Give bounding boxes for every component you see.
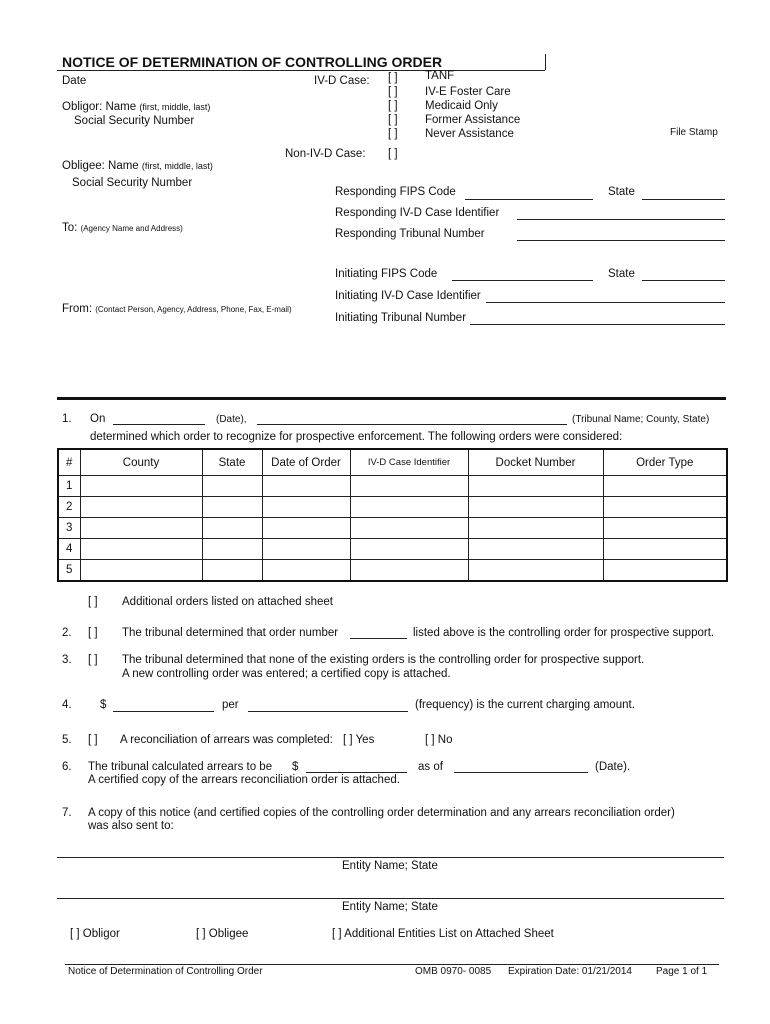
- ivd-foster-label: IV-E Foster Care: [425, 86, 511, 98]
- item3-checkbox[interactable]: [ ]: [88, 654, 98, 666]
- footer-page: Page 1 of 1: [656, 966, 708, 977]
- initiating-tribunal-field[interactable]: [470, 324, 725, 325]
- item2-text-b: listed above is the controlling order for prospective support.: [413, 627, 715, 639]
- from-label-group: [62, 303, 292, 315]
- row-number: 2: [58, 497, 80, 518]
- item6-arrears-field[interactable]: [306, 772, 407, 773]
- cell-case-id[interactable]: [350, 560, 468, 582]
- cell-date[interactable]: [262, 497, 350, 518]
- col-header-date: Date of Order: [262, 449, 350, 476]
- cell-county[interactable]: [80, 518, 202, 539]
- cell-date[interactable]: [262, 560, 350, 582]
- date-label: Date: [62, 75, 87, 87]
- item2-number: 2.: [62, 627, 72, 639]
- obligor-ssn-label: Social Security Number: [74, 115, 195, 127]
- ivd-medicaid-label: Medicaid Only: [425, 100, 498, 112]
- table-row: [58, 518, 727, 539]
- entity-1-field[interactable]: [57, 857, 724, 858]
- obligee-name-label: [62, 160, 213, 172]
- cell-docket[interactable]: [468, 560, 603, 582]
- item2-text-a: The tribunal determined that order number: [122, 627, 339, 639]
- item4-per-label: per: [222, 699, 239, 711]
- orders-table: [57, 448, 728, 582]
- to-label-group: [62, 222, 183, 234]
- item6-date-field[interactable]: [454, 772, 588, 773]
- ivd-tanf-checkbox[interactable]: [ ]: [388, 72, 398, 84]
- cell-state[interactable]: [202, 497, 262, 518]
- initiating-fips-label: Initiating FIPS Code: [335, 268, 438, 280]
- ivd-foster-checkbox[interactable]: [ ]: [388, 86, 398, 98]
- ivd-former-label: Former Assistance: [425, 114, 521, 126]
- row-number: 3: [58, 518, 80, 539]
- cell-case-id[interactable]: [350, 518, 468, 539]
- responding-state-label: State: [608, 186, 635, 198]
- item7-number: 7.: [62, 807, 72, 819]
- additional-orders-checkbox[interactable]: [ ]: [88, 596, 98, 608]
- cell-type[interactable]: [603, 518, 727, 539]
- item1-tribunal-field[interactable]: [257, 424, 567, 425]
- cell-case-id[interactable]: [350, 497, 468, 518]
- obligee-checkbox[interactable]: [ ] Obligee: [196, 928, 249, 940]
- table-row: [58, 560, 727, 582]
- responding-fips-field[interactable]: [465, 199, 593, 200]
- title-underline: [57, 70, 545, 71]
- item1-date-field[interactable]: [113, 424, 205, 425]
- item1-number: 1.: [62, 413, 72, 425]
- cell-date[interactable]: [262, 476, 350, 497]
- initiating-fips-field[interactable]: [452, 280, 593, 281]
- cell-county[interactable]: [80, 476, 202, 497]
- cell-docket[interactable]: [468, 539, 603, 560]
- responding-case-id-label: Responding IV-D Case Identifier: [335, 207, 500, 219]
- cell-county[interactable]: [80, 539, 202, 560]
- cell-docket[interactable]: [468, 497, 603, 518]
- footer-form-name: Notice of Determination of Controlling Order: [68, 966, 263, 977]
- item6-date-label: (Date).: [595, 761, 631, 773]
- item4-frequency-field[interactable]: [248, 711, 408, 712]
- cell-state[interactable]: [202, 518, 262, 539]
- cell-type[interactable]: [603, 497, 727, 518]
- item5-number: 5.: [62, 734, 72, 746]
- item5-checkbox[interactable]: [ ]: [88, 734, 98, 746]
- item6-text-b: A certified copy of the arrears reconciliation order is attached.: [88, 774, 400, 786]
- ivd-never-checkbox[interactable]: [ ]: [388, 128, 398, 140]
- file-stamp-label: File Stamp: [670, 127, 718, 138]
- additional-entities-checkbox[interactable]: [ ] Additional Entities List on Attached Sheet: [332, 928, 554, 940]
- item4-text: (frequency) is the current charging amount.: [415, 699, 635, 711]
- ivd-medicaid-checkbox[interactable]: [ ]: [388, 100, 398, 112]
- responding-case-id-field[interactable]: [517, 219, 725, 220]
- item5-yes-option[interactable]: [ ] Yes: [343, 734, 375, 746]
- cell-type[interactable]: [603, 476, 727, 497]
- responding-state-field[interactable]: [642, 199, 725, 200]
- initiating-tribunal-label: Initiating Tribunal Number: [335, 312, 467, 324]
- obligor-checkbox[interactable]: [ ] Obligor: [70, 928, 120, 940]
- footer-expiration: Expiration Date: 01/21/2014: [508, 966, 632, 977]
- col-header-type: Order Type: [603, 449, 727, 476]
- cell-state[interactable]: [202, 476, 262, 497]
- cell-state[interactable]: [202, 560, 262, 582]
- table-row: [58, 539, 727, 560]
- cell-county[interactable]: [80, 497, 202, 518]
- entity-2-label: Entity Name; State: [342, 901, 438, 913]
- item1-date-label: (Date),: [216, 414, 247, 425]
- item3-number: 3.: [62, 654, 72, 666]
- additional-orders-label: Additional orders listed on attached sheet: [122, 596, 333, 608]
- obligor-label: Obligor: Name: [62, 101, 137, 113]
- cell-type[interactable]: [603, 539, 727, 560]
- initiating-state-field[interactable]: [642, 280, 725, 281]
- from-label: From:: [62, 303, 93, 315]
- row-number: 1: [58, 476, 80, 497]
- item3-text-a: The tribunal determined that none of the existing orders is the controlling order for prospective support.: [122, 654, 645, 666]
- obligee-ssn-label: Social Security Number: [72, 177, 193, 189]
- entity-1-label: Entity Name; State: [342, 860, 438, 872]
- col-header-case-id: IV-D Case Identifier: [350, 449, 468, 476]
- responding-fips-label: Responding FIPS Code: [335, 186, 456, 198]
- responding-tribunal-field[interactable]: [517, 240, 725, 241]
- cell-county[interactable]: [80, 560, 202, 582]
- col-header-state: State: [202, 449, 262, 476]
- item7-text-a: A copy of this notice (and certified copies of the controlling order determination and any arrears reconciliation order): [88, 807, 675, 819]
- table-row: [58, 497, 727, 518]
- item2-order-number-field[interactable]: [350, 638, 407, 639]
- cell-type[interactable]: [603, 560, 727, 582]
- item6-number: 6.: [62, 761, 72, 773]
- cell-state[interactable]: [202, 539, 262, 560]
- entity-2-field[interactable]: [57, 898, 724, 899]
- item6-as-of-label: as of: [418, 761, 443, 773]
- col-header-county: County: [80, 449, 202, 476]
- non-ivd-label: Non-IV-D Case:: [285, 148, 366, 160]
- from-hint: (Contact Person, Agency, Address, Phone, Fax, E-mail): [95, 305, 292, 314]
- item6-dollar: $: [292, 761, 299, 773]
- item1-on-label: On: [90, 413, 106, 425]
- ivd-case-label: IV-D Case:: [314, 75, 370, 87]
- footer-rule: [65, 964, 719, 965]
- initiating-case-id-label: Initiating IV-D Case Identifier: [335, 290, 481, 302]
- file-stamp-border: [545, 54, 546, 70]
- item4-dollar: $: [100, 699, 107, 711]
- to-hint: (Agency Name and Address): [80, 224, 183, 233]
- col-header-docket: Docket Number: [468, 449, 603, 476]
- table-header-row: [58, 449, 727, 476]
- cell-case-id[interactable]: [350, 476, 468, 497]
- cell-docket[interactable]: [468, 476, 603, 497]
- to-label: To:: [62, 222, 78, 234]
- table-row: [58, 476, 727, 497]
- obligor-name-hint: (first, middle, last): [139, 102, 211, 112]
- cell-docket[interactable]: [468, 518, 603, 539]
- item4-number: 4.: [62, 699, 72, 711]
- cell-date[interactable]: [262, 518, 350, 539]
- cell-date[interactable]: [262, 539, 350, 560]
- item3-text-b: A new controlling order was entered; a certified copy is attached.: [122, 668, 451, 680]
- ivd-tanf-label: TANF: [425, 70, 455, 82]
- item1-text: determined which order to recognize for prospective enforcement. The following orders were considered:: [90, 431, 623, 443]
- obligee-label: Obligee: Name: [62, 160, 139, 172]
- item6-text-a: The tribunal calculated arrears to be: [88, 761, 273, 773]
- item5-text: A reconciliation of arrears was completed:: [120, 734, 333, 746]
- item1-tribunal-label: (Tribunal Name; County, State): [572, 414, 710, 425]
- item5-no-option[interactable]: [ ] No: [425, 734, 453, 746]
- page-title: NOTICE OF DETERMINATION OF CONTROLLING ORDER: [62, 54, 443, 70]
- row-number: 5: [58, 560, 80, 582]
- cell-case-id[interactable]: [350, 539, 468, 560]
- item2-checkbox[interactable]: [ ]: [88, 627, 98, 639]
- footer-omb: OMB 0970- 0085: [415, 966, 492, 977]
- col-header-number: #: [58, 449, 80, 476]
- ivd-never-label: Never Assistance: [425, 128, 514, 140]
- obligee-name-hint: (first, middle, last): [141, 161, 213, 171]
- obligor-name-label: [62, 101, 210, 113]
- item4-amount-field[interactable]: [113, 711, 214, 712]
- section-divider: [57, 397, 726, 400]
- item7-text-b: was also sent to:: [88, 820, 174, 832]
- ivd-former-checkbox[interactable]: [ ]: [388, 114, 398, 126]
- responding-tribunal-label: Responding Tribunal Number: [335, 228, 485, 240]
- initiating-state-label: State: [608, 268, 635, 280]
- non-ivd-checkbox[interactable]: [ ]: [388, 148, 398, 160]
- row-number: 4: [58, 539, 80, 560]
- initiating-case-id-field[interactable]: [486, 302, 725, 303]
